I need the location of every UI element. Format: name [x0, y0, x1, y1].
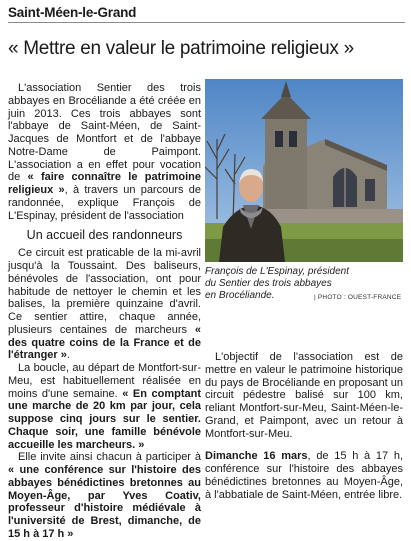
- invite-quote: « une conférence sur l'histoire des abbayes bénédictines bretonnes au Moyen-Âge, par Yves Coativ, professeur d'histoire médiévale à l'université de Brest, dimanche, de 15 h à 17 h »: [8, 464, 201, 540]
- article-photo: [205, 79, 403, 262]
- circuit-text: Ce circuit est praticable de la mi-avril jusqu'à la Toussaint. Des baliseurs, bénévoles de l'association, ont pour habitude de nettoyer le chemin et les balises, la première quinzaine d'avril. Ce sentier attire, chaque année, plusieurs centaines de marcheurs: [8, 247, 201, 336]
- headline: « Mettre en valeur le patrimoine religieux »: [8, 38, 354, 59]
- intro-text-end: , à travers un parcours de randonnée, explique François de L'Espinay, président de l'association: [8, 184, 201, 222]
- caption-line: du Sentier des trois abbayes: [205, 278, 332, 289]
- paragraph-intro: [8, 82, 201, 222]
- subheading: Un accueil des randonneurs: [26, 228, 183, 243]
- circuit-text-end: .: [66, 349, 70, 362]
- article-column-left: [8, 82, 201, 541]
- photo-credit: | PHOTO : OUEST-FRANCE: [314, 294, 402, 301]
- paragraph-circuit: [8, 247, 201, 362]
- paragraph-conference-invite: [8, 451, 201, 540]
- circuit-quote: « des quatre coins de la France et de l'étranger »: [8, 323, 201, 362]
- heading-rule: [8, 22, 405, 23]
- event-notice: [205, 450, 403, 501]
- article-column-right: [205, 319, 403, 501]
- invite-text: Elle invite ainsi chacun à participer à: [18, 451, 201, 464]
- caption-line: François de L'Espinay, président: [205, 266, 350, 277]
- event-date: Dimanche 16 mars: [205, 450, 308, 463]
- loop-quote: « En comptant une marche de 20 km par jour, cela suppose cinq jours sur le sentier. Chaque soir, une famille bénévole accueille les marcheurs. »: [8, 387, 201, 451]
- paragraph-loop: [8, 362, 201, 451]
- intro-quote: « faire connaître le patrimoine religieux »: [8, 171, 202, 196]
- event-text: , de 15 h à 17 h, conférence sur l'histoire des abbayes bénédictines bretonnes au Moyen-Âge, à l'abbatiale de Saint-Méen, entrée libre.: [205, 450, 404, 501]
- paragraph-objective: [205, 351, 403, 440]
- caption-line: en Brocéliande.: [205, 290, 275, 301]
- loop-text: La boucle, au départ de Montfort-sur-Meu, est habituellement réalisée en moins d'une semaine.: [8, 362, 201, 400]
- photo-illustration: [205, 79, 403, 262]
- locality-heading: Saint-Méen-le-Grand: [8, 5, 137, 20]
- objective-text: L'objectif de l'association est de mettre en valeur le patrimoine historique du pays de Brocéliande en proposant un circuit pédestre balisé sur 100 km, reliant Montfort-sur-Meu, Saint-Méen-le-Grand, et Paimpont, avec un retour à Montfort-sur-Meu.: [205, 351, 403, 440]
- intro-text: L'association Sentier des trois abbayes en Brocéliande a été créée en juin 2013. Ces trois abbayes sont l'abbaye de Saint-Méen, de Saint-Jacques de Montfort et de l'abbaye Notre-Dame de Paimpont. L'association a en effet pour vocation de: [8, 82, 201, 184]
